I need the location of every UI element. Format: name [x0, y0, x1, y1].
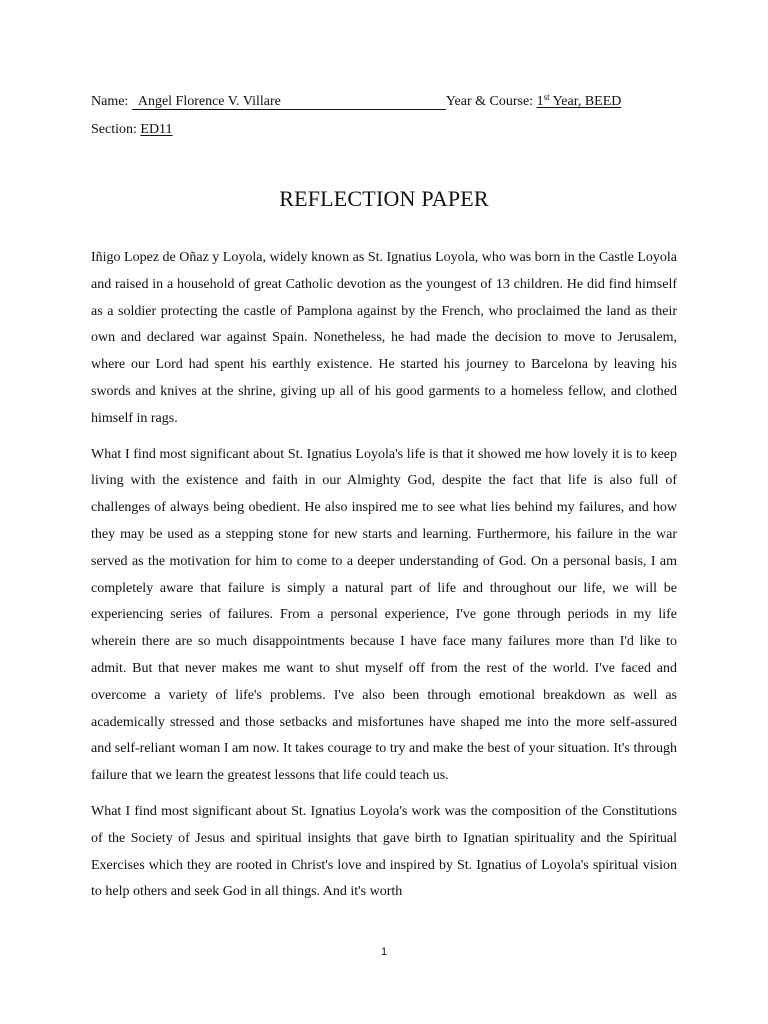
- section-label: Section:: [91, 122, 137, 137]
- name-label: Name:: [91, 94, 129, 109]
- section-line: [91, 121, 173, 139]
- section-value: ED11: [140, 122, 173, 137]
- paragraph-3: What I find most significant about St. Ignatius Loyola's work was the composition of the Constitutions of the Society of Jesus and spiritual insights that gave birth to Ignatian spirituality and the Spiritual Exercises which they are rooted in Christ's love and inspired by St. Ignatius of Loyola's spiritual vision to help others and seek God in all things. And it's worth: [91, 803, 677, 900]
- paragraph-1: Iñigo Lopez de Oñaz y Loyola, widely known as St. Ignatius Loyola, who was born in the Castle Loyola and raised in a household of great Catholic devotion as the youngest of 13 children. He did find himself as a soldier protecting the castle of Pamplona against by the French, who proclaimed the land as their own and declared war against Spain. Nonetheless, he had made the decision to move to Jerusalem, where our Lord had spent his earthly existence. He started his journey to Barcelona by leaving his swords and knives at the shrine, giving up all of his good garments to a homeless fellow, and clothed himself in rags.: [91, 250, 677, 426]
- paper-title: REFLECTION PAPER: [279, 186, 489, 211]
- body-text: [91, 245, 677, 915]
- paragraph-2: What I find most significant about St. Ignatius Loyola's life is that it showed me how lovely it is to keep living with the existence and faith in our Almighty God, despite the fact that life is also full of challenges of always being obedient. He also inspired me to see what lies behind my failures, and how they may be used as a stepping stone for new starts and learning. Furthermore, his failure in the war served as the motivation for him to come to a deeper understanding of God. On a personal basis, I am completely aware that failure is simply a natural part of life and throughout our life, we will be experiencing series of failures. From a personal experience, I've gone through periods in my life wherein there are so much disappointments because I have face many failures more than I'd like to admit. But that never makes me want to shut myself off from the rest of the world. I've faced and overcome a variety of life's problems. I've also been through emotional breakdown as well as academically stressed and those setbacks and misfortunes have shaped me into the more self-assured and self-reliant woman I am now. It takes courage to try and make the best of your situation. It's through failure that we learn the greatest lessons that life could teach us.: [91, 446, 677, 784]
- year-course-value: [537, 94, 622, 109]
- year-number: 1: [536, 94, 544, 109]
- name-year-line: [91, 93, 621, 111]
- name-value: Angel Florence V. Villare: [132, 94, 446, 110]
- page-number: 1: [380, 946, 388, 958]
- year-ordinal-suffix: st: [543, 92, 550, 102]
- year-course-label: Year & Course:: [445, 94, 534, 109]
- year-course-rest: Year, BEED: [549, 94, 622, 109]
